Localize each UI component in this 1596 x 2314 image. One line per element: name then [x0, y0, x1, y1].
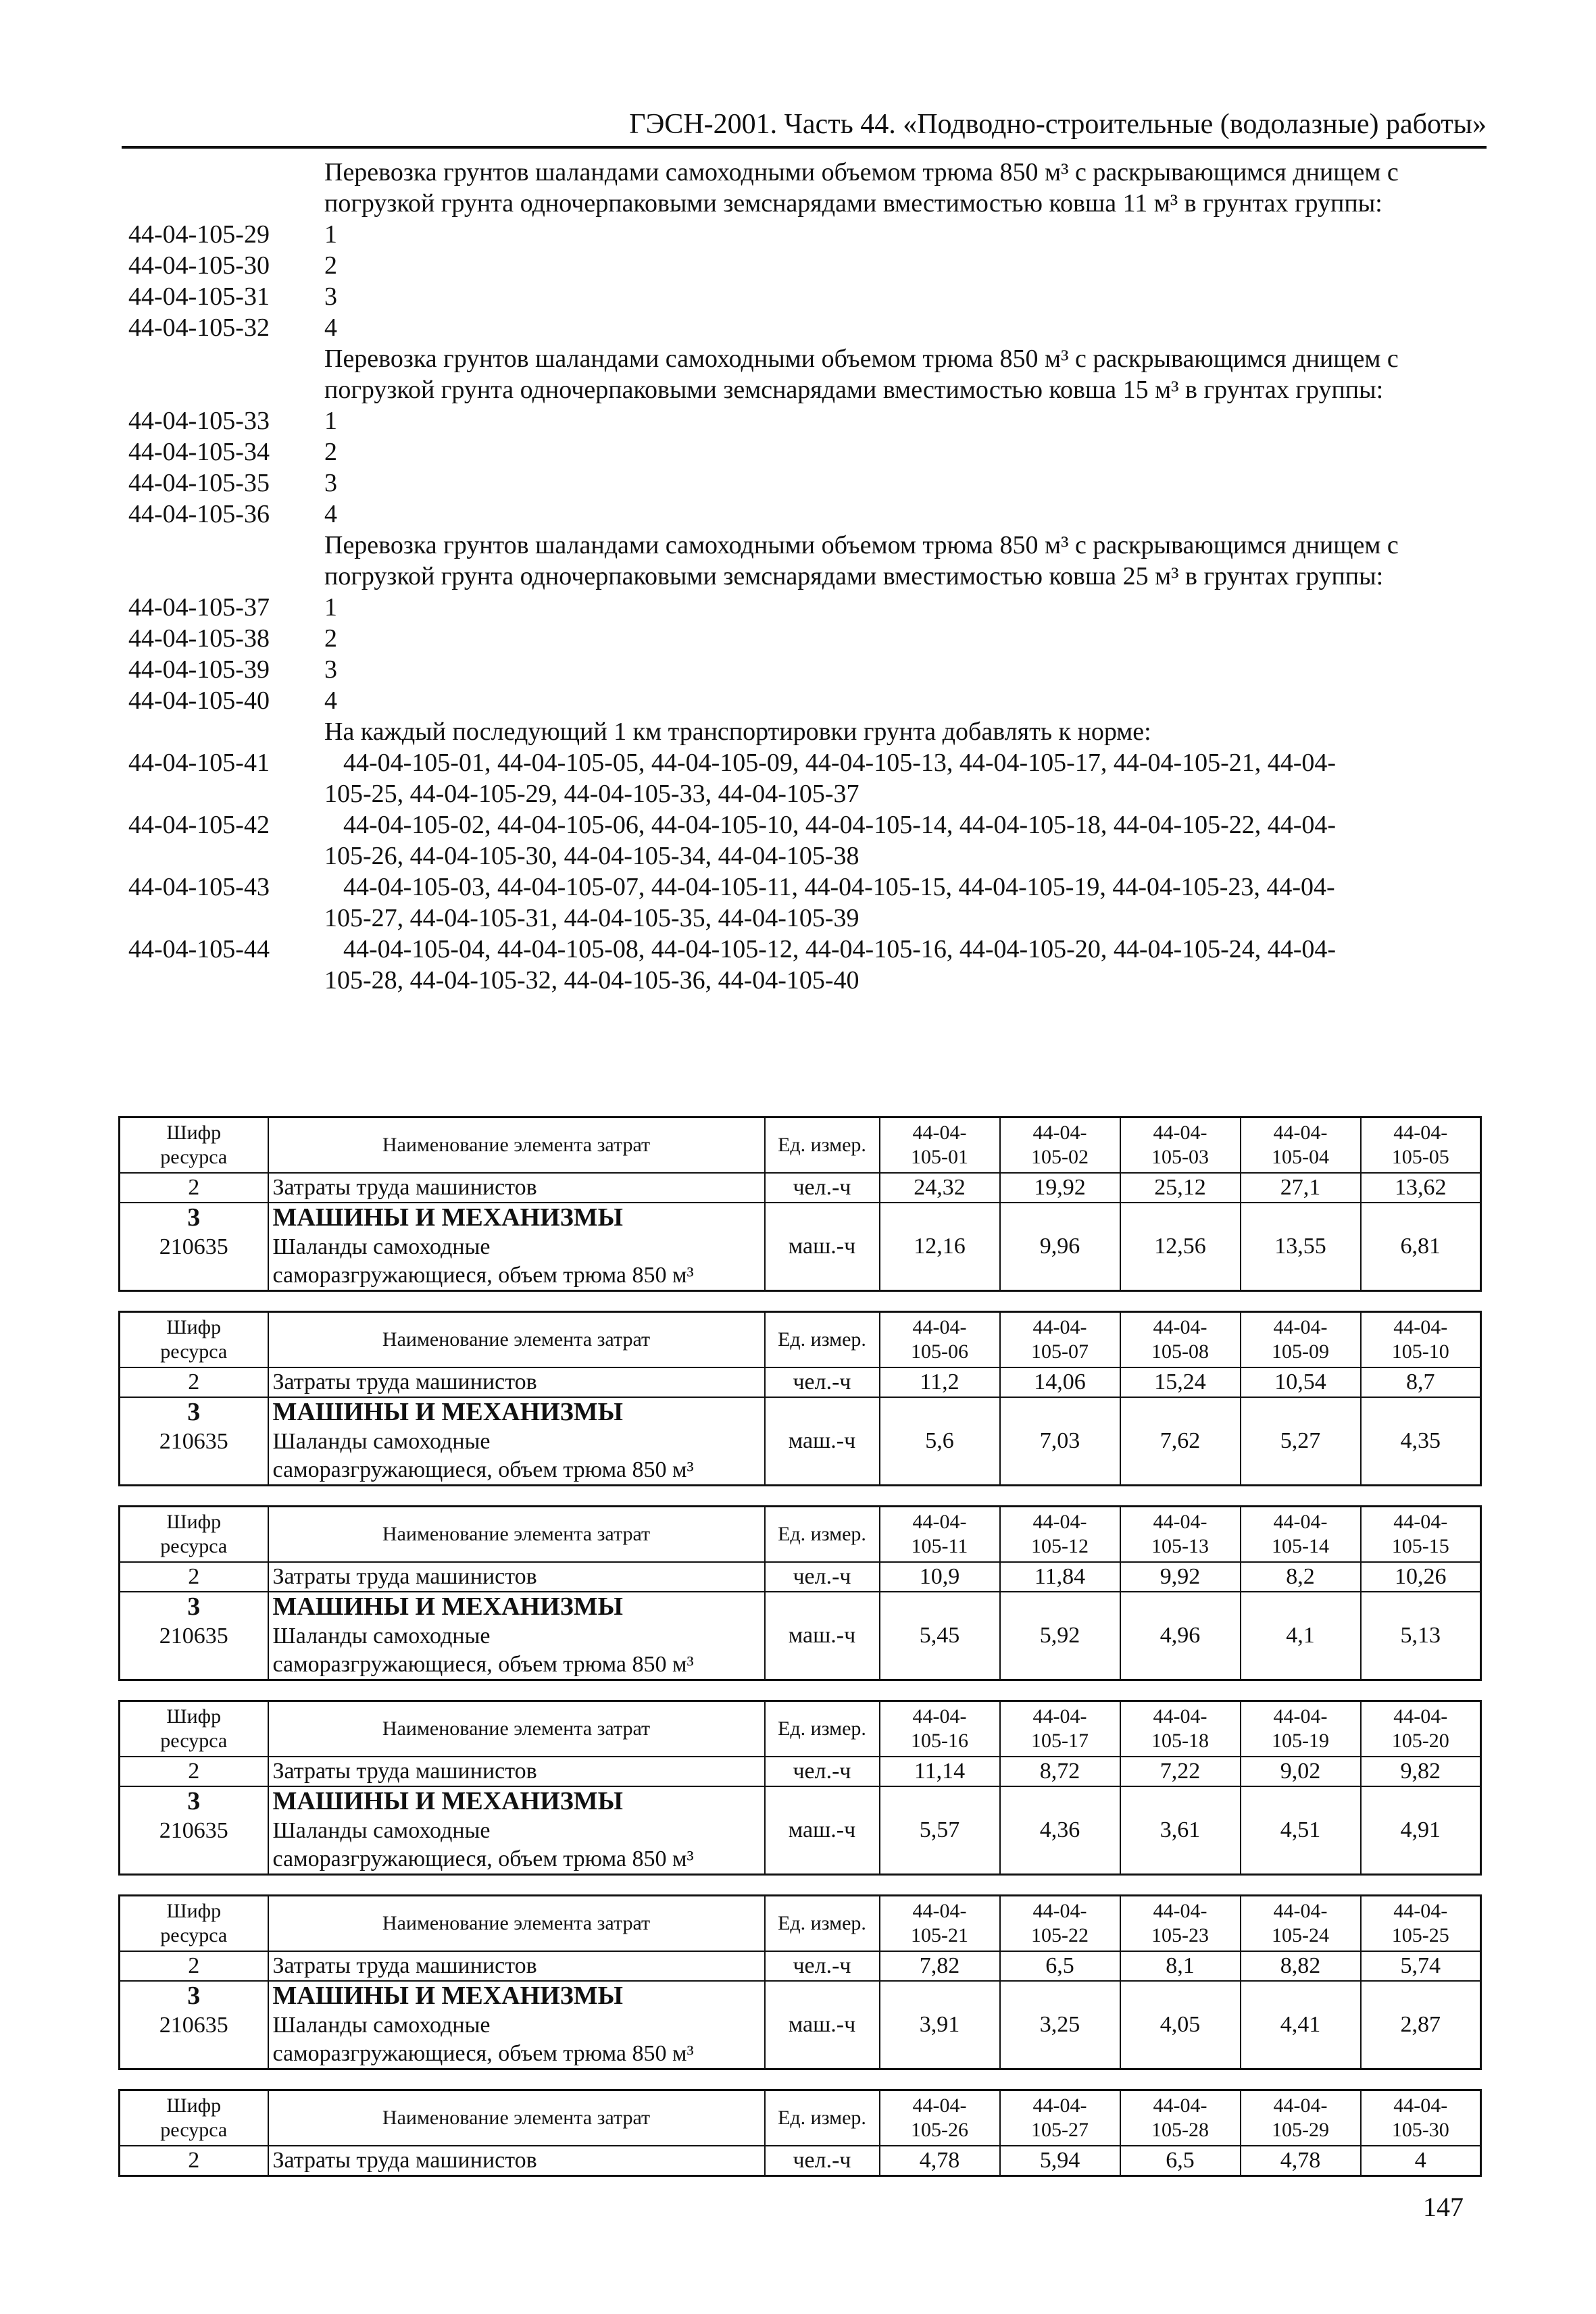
value-cell: 10,26 — [1361, 1562, 1481, 1592]
value-cell: 4 — [1361, 2146, 1481, 2176]
norm-code: 44-04-105-43 — [128, 873, 270, 901]
value-cell: 6,5 — [1120, 2146, 1241, 2176]
soil-group: 4 — [324, 500, 337, 528]
soil-group: 1 — [324, 593, 337, 622]
value-cell: 4,78 — [1241, 2146, 1361, 2176]
unit: маш.-ч — [765, 1397, 880, 1486]
value-cell: 4,1 — [1241, 1592, 1361, 1680]
soil-group: 4 — [324, 686, 337, 715]
header-element-name: Наименование элемента затрат — [268, 2090, 765, 2146]
page-number: 147 — [1423, 2192, 1464, 2222]
norm-list — [128, 157, 1473, 996]
value-cell: 9,02 — [1241, 1757, 1361, 1786]
value-cell: 5,27 — [1241, 1397, 1361, 1486]
list-item — [128, 499, 1473, 530]
value-cell: 8,82 — [1241, 1951, 1361, 1981]
table-header-row — [120, 1701, 1481, 1757]
reference-line: 44-04-105-01, 44-04-105-05, 44-04-105-09, 44-04-105-13, 44-04-105-17, 44-04-105-21, 44-04- — [343, 749, 1337, 777]
table-row — [120, 2146, 1481, 2176]
list-item — [128, 592, 1473, 623]
value-cell: 8,1 — [1120, 1951, 1241, 1981]
value-cell: 27,1 — [1241, 1173, 1361, 1203]
header-norm-code: 44-04- 105-26 — [880, 2090, 1000, 2146]
norm-code: 44-04-105-38 — [128, 624, 270, 653]
element-name: МАШИНЫ И МЕХАНИЗМЫ Шаланды самоходные саморазгружающиеся, объем трюма 850 м³ — [268, 1203, 765, 1291]
header-element-name: Наименование элемента затрат — [268, 1117, 765, 1174]
header-norm-code: 44-04- 105-20 — [1361, 1701, 1481, 1757]
resource-table — [118, 1894, 1482, 2070]
norm-code: 44-04-105-32 — [128, 313, 270, 342]
header-unit: Ед. измер. — [765, 1896, 880, 1952]
value-cell: 9,92 — [1120, 1562, 1241, 1592]
header-element-name: Наименование элемента затрат — [268, 1507, 765, 1563]
value-cell: 24,32 — [880, 1173, 1000, 1203]
resource-code: 2 — [120, 1173, 268, 1203]
value-cell: 4,35 — [1361, 1397, 1481, 1486]
header-norm-code: 44-04- 105-22 — [1000, 1896, 1120, 1952]
reference-line: 105-25, 44-04-105-29, 44-04-105-33, 44-04-105-37 — [324, 780, 859, 808]
unit: чел.-ч — [765, 1367, 880, 1397]
additional-intro: На каждый последующий 1 км транспортировки грунта добавлять к норме: — [324, 718, 1151, 746]
header-norm-code: 44-04- 105-27 — [1000, 2090, 1120, 2146]
header-norm-code: 44-04- 105-07 — [1000, 1312, 1120, 1368]
list-item — [128, 312, 1473, 343]
header-norm-code: 44-04- 105-13 — [1120, 1507, 1241, 1563]
header-norm-code: 44-04- 105-15 — [1361, 1507, 1481, 1563]
table-header-row — [120, 1896, 1481, 1952]
soil-group: 3 — [324, 282, 337, 311]
value-cell: 13,62 — [1361, 1173, 1481, 1203]
list-item — [128, 934, 1473, 996]
value-cell: 4,41 — [1241, 1981, 1361, 2069]
resource-code: 2 — [120, 1367, 268, 1397]
value-cell: 12,56 — [1120, 1203, 1241, 1291]
value-cell: 5,6 — [880, 1397, 1000, 1486]
element-name: МАШИНЫ И МЕХАНИЗМЫ Шаланды самоходные саморазгружающиеся, объем трюма 850 м³ — [268, 1981, 765, 2069]
unit: чел.-ч — [765, 1173, 880, 1203]
reference-line: 105-26, 44-04-105-30, 44-04-105-34, 44-04-105-38 — [324, 842, 859, 870]
value-cell: 4,51 — [1241, 1786, 1361, 1875]
resource-table — [118, 2089, 1482, 2177]
header-resource-code: Шифр ресурса — [120, 1701, 268, 1757]
header-norm-code: 44-04- 105-16 — [880, 1701, 1000, 1757]
table-row — [120, 1592, 1481, 1680]
header-norm-code: 44-04- 105-24 — [1241, 1896, 1361, 1952]
value-cell: 14,06 — [1000, 1367, 1120, 1397]
value-cell: 4,91 — [1361, 1786, 1481, 1875]
header-unit: Ед. измер. — [765, 1507, 880, 1563]
unit: чел.-ч — [765, 2146, 880, 2176]
resource-table — [118, 1505, 1482, 1681]
value-cell: 15,24 — [1120, 1367, 1241, 1397]
unit: маш.-ч — [765, 1203, 880, 1291]
header-norm-code: 44-04- 105-02 — [1000, 1117, 1120, 1174]
norm-code: 44-04-105-31 — [128, 282, 270, 311]
soil-group: 1 — [324, 220, 337, 249]
header-unit: Ед. измер. — [765, 1312, 880, 1368]
header-norm-code: 44-04- 105-10 — [1361, 1312, 1481, 1368]
value-cell: 11,14 — [880, 1757, 1000, 1786]
resource-code: 3 210635 — [120, 1203, 268, 1291]
list-item — [128, 436, 1473, 468]
reference-line: 44-04-105-04, 44-04-105-08, 44-04-105-12, 44-04-105-16, 44-04-105-20, 44-04-105-24, 44-04- — [343, 935, 1337, 963]
unit: маш.-ч — [765, 1592, 880, 1680]
table-header-row — [120, 1312, 1481, 1368]
block-description: Перевозка грунтов шаландами самоходными объемом трюма 850 м³ с раскрывающимся днищем с погрузкой грунта одночерпаковыми земснарядами вместимостью ковша 25 м³ в грунтах группы: — [324, 531, 1399, 590]
resource-code: 3 210635 — [120, 1592, 268, 1680]
header-norm-code: 44-04- 105-01 — [880, 1117, 1000, 1174]
header-element-name: Наименование элемента затрат — [268, 1701, 765, 1757]
resource-table — [118, 1700, 1482, 1876]
block-description: Перевозка грунтов шаландами самоходными объемом трюма 850 м³ с раскрывающимся днищем с погрузкой грунта одночерпаковыми земснарядами вместимостью ковша 15 м³ в грунтах группы: — [324, 345, 1399, 404]
header-element-name: Наименование элемента затрат — [268, 1312, 765, 1368]
norm-code: 44-04-105-42 — [128, 811, 270, 839]
header-resource-code: Шифр ресурса — [120, 1507, 268, 1563]
value-cell: 6,5 — [1000, 1951, 1120, 1981]
table-row — [120, 1173, 1481, 1203]
page-header-title: ГЭСН-2001. Часть 44. «Подводно-строительные (водолазные) работы» — [629, 109, 1487, 140]
resource-code: 3 210635 — [120, 1397, 268, 1486]
value-cell: 12,16 — [880, 1203, 1000, 1291]
element-name: Затраты труда машинистов — [268, 1757, 765, 1786]
resource-table — [118, 1311, 1482, 1486]
list-item — [128, 809, 1473, 872]
value-cell: 8,2 — [1241, 1562, 1361, 1592]
value-cell: 4,36 — [1000, 1786, 1120, 1875]
value-cell: 7,22 — [1120, 1757, 1241, 1786]
unit: маш.-ч — [765, 1981, 880, 2069]
header-unit: Ед. измер. — [765, 1701, 880, 1757]
reference-line: 105-27, 44-04-105-31, 44-04-105-35, 44-04-105-39 — [324, 904, 859, 932]
header-norm-code: 44-04- 105-12 — [1000, 1507, 1120, 1563]
unit: чел.-ч — [765, 1562, 880, 1592]
list-item — [128, 747, 1473, 809]
header-norm-code: 44-04- 105-08 — [1120, 1312, 1241, 1368]
norm-code: 44-04-105-39 — [128, 655, 270, 684]
unit: чел.-ч — [765, 1951, 880, 1981]
header-resource-code: Шифр ресурса — [120, 1312, 268, 1368]
reference-line: 44-04-105-02, 44-04-105-06, 44-04-105-10, 44-04-105-14, 44-04-105-18, 44-04-105-22, 44-04- — [343, 811, 1337, 839]
element-name: Затраты труда машинистов — [268, 1173, 765, 1203]
header-norm-code: 44-04- 105-04 — [1241, 1117, 1361, 1174]
value-cell: 5,57 — [880, 1786, 1000, 1875]
norm-code: 44-04-105-29 — [128, 220, 270, 249]
value-cell: 9,82 — [1361, 1757, 1481, 1786]
value-cell: 5,94 — [1000, 2146, 1120, 2176]
header-resource-code: Шифр ресурса — [120, 2090, 268, 2146]
value-cell: 5,45 — [880, 1592, 1000, 1680]
value-cell: 13,55 — [1241, 1203, 1361, 1291]
norm-code: 44-04-105-35 — [128, 469, 270, 497]
table-row — [120, 1203, 1481, 1291]
value-cell: 10,9 — [880, 1562, 1000, 1592]
header-norm-code: 44-04- 105-09 — [1241, 1312, 1361, 1368]
value-cell: 8,72 — [1000, 1757, 1120, 1786]
header-norm-code: 44-04- 105-19 — [1241, 1701, 1361, 1757]
list-item — [128, 281, 1473, 312]
value-cell: 8,7 — [1361, 1367, 1481, 1397]
list-item — [128, 405, 1473, 436]
soil-group: 2 — [324, 438, 337, 466]
soil-group: 4 — [324, 313, 337, 342]
element-name: МАШИНЫ И МЕХАНИЗМЫ Шаланды самоходные саморазгружающиеся, объем трюма 850 м³ — [268, 1786, 765, 1875]
soil-group: 2 — [324, 251, 337, 280]
header-norm-code: 44-04- 105-17 — [1000, 1701, 1120, 1757]
norm-code: 44-04-105-44 — [128, 935, 270, 963]
reference-line: 105-28, 44-04-105-32, 44-04-105-36, 44-04-105-40 — [324, 966, 859, 995]
norm-code: 44-04-105-36 — [128, 500, 270, 528]
header-norm-code: 44-04- 105-18 — [1120, 1701, 1241, 1757]
value-cell: 7,03 — [1000, 1397, 1120, 1486]
value-cell: 19,92 — [1000, 1173, 1120, 1203]
header-norm-code: 44-04- 105-05 — [1361, 1117, 1481, 1174]
value-cell: 3,91 — [880, 1981, 1000, 2069]
norm-code: 44-04-105-30 — [128, 251, 270, 280]
element-name: Затраты труда машинистов — [268, 2146, 765, 2176]
resource-code: 2 — [120, 1757, 268, 1786]
resource-code: 2 — [120, 2146, 268, 2176]
value-cell: 5,13 — [1361, 1592, 1481, 1680]
block-description: Перевозка грунтов шаландами самоходными объемом трюма 850 м³ с раскрывающимся днищем с погрузкой грунта одночерпаковыми земснарядами вместимостью ковша 11 м³ в грунтах группы: — [324, 158, 1399, 218]
page-header — [122, 108, 1487, 149]
value-cell: 11,84 — [1000, 1562, 1120, 1592]
header-element-name: Наименование элемента затрат — [268, 1896, 765, 1952]
soil-group: 1 — [324, 407, 337, 435]
element-name: Затраты труда машинистов — [268, 1367, 765, 1397]
soil-group: 3 — [324, 655, 337, 684]
element-name: Затраты труда машинистов — [268, 1562, 765, 1592]
list-item — [128, 654, 1473, 685]
element-name: МАШИНЫ И МЕХАНИЗМЫ Шаланды самоходные саморазгружающиеся, объем трюма 850 м³ — [268, 1397, 765, 1486]
resource-code: 2 — [120, 1562, 268, 1592]
value-cell: 9,96 — [1000, 1203, 1120, 1291]
value-cell: 2,87 — [1361, 1981, 1481, 2069]
soil-group: 2 — [324, 624, 337, 653]
list-item — [128, 468, 1473, 499]
header-norm-code: 44-04- 105-23 — [1120, 1896, 1241, 1952]
header-norm-code: 44-04- 105-11 — [880, 1507, 1000, 1563]
norm-code: 44-04-105-33 — [128, 407, 270, 435]
value-cell: 5,74 — [1361, 1951, 1481, 1981]
value-cell: 11,2 — [880, 1367, 1000, 1397]
list-item — [128, 623, 1473, 654]
header-unit: Ед. измер. — [765, 2090, 880, 2146]
value-cell: 3,61 — [1120, 1786, 1241, 1875]
list-item — [128, 219, 1473, 250]
norm-code: 44-04-105-37 — [128, 593, 270, 622]
value-cell: 6,81 — [1361, 1203, 1481, 1291]
table-header-row — [120, 1117, 1481, 1174]
norm-code: 44-04-105-40 — [128, 686, 270, 715]
table-row — [120, 1757, 1481, 1786]
table-header-row — [120, 2090, 1481, 2146]
table-row — [120, 1786, 1481, 1875]
unit: маш.-ч — [765, 1786, 880, 1875]
norm-code: 44-04-105-41 — [128, 749, 270, 777]
table-header-row — [120, 1507, 1481, 1563]
value-cell: 10,54 — [1241, 1367, 1361, 1397]
unit: чел.-ч — [765, 1757, 880, 1786]
header-norm-code: 44-04- 105-06 — [880, 1312, 1000, 1368]
header-norm-code: 44-04- 105-28 — [1120, 2090, 1241, 2146]
value-cell: 4,78 — [880, 2146, 1000, 2176]
table-row — [120, 1367, 1481, 1397]
resource-code: 2 — [120, 1951, 268, 1981]
soil-group: 3 — [324, 469, 337, 497]
resource-table — [118, 1116, 1482, 1292]
header-norm-code: 44-04- 105-14 — [1241, 1507, 1361, 1563]
resource-tables — [118, 1116, 1480, 2196]
header-norm-code: 44-04- 105-29 — [1241, 2090, 1361, 2146]
reference-line: 44-04-105-03, 44-04-105-07, 44-04-105-11, 44-04-105-15, 44-04-105-19, 44-04-105-23, 44-04- — [343, 873, 1335, 901]
value-cell: 4,96 — [1120, 1592, 1241, 1680]
resource-code: 3 210635 — [120, 1981, 268, 2069]
norm-code: 44-04-105-34 — [128, 438, 270, 466]
value-cell: 3,25 — [1000, 1981, 1120, 2069]
header-resource-code: Шифр ресурса — [120, 1896, 268, 1952]
table-row — [120, 1981, 1481, 2069]
list-item — [128, 872, 1473, 934]
resource-code: 3 210635 — [120, 1786, 268, 1875]
header-unit: Ед. измер. — [765, 1117, 880, 1174]
value-cell: 25,12 — [1120, 1173, 1241, 1203]
header-norm-code: 44-04- 105-30 — [1361, 2090, 1481, 2146]
table-row — [120, 1562, 1481, 1592]
header-norm-code: 44-04- 105-21 — [880, 1896, 1000, 1952]
value-cell: 7,82 — [880, 1951, 1000, 1981]
header-resource-code: Шифр ресурса — [120, 1117, 268, 1174]
header-norm-code: 44-04- 105-25 — [1361, 1896, 1481, 1952]
list-item — [128, 685, 1473, 716]
list-item — [128, 250, 1473, 281]
element-name: Затраты труда машинистов — [268, 1951, 765, 1981]
header-norm-code: 44-04- 105-03 — [1120, 1117, 1241, 1174]
element-name: МАШИНЫ И МЕХАНИЗМЫ Шаланды самоходные саморазгружающиеся, объем трюма 850 м³ — [268, 1592, 765, 1680]
table-row — [120, 1397, 1481, 1486]
value-cell: 7,62 — [1120, 1397, 1241, 1486]
value-cell: 4,05 — [1120, 1981, 1241, 2069]
table-row — [120, 1951, 1481, 1981]
value-cell: 5,92 — [1000, 1592, 1120, 1680]
